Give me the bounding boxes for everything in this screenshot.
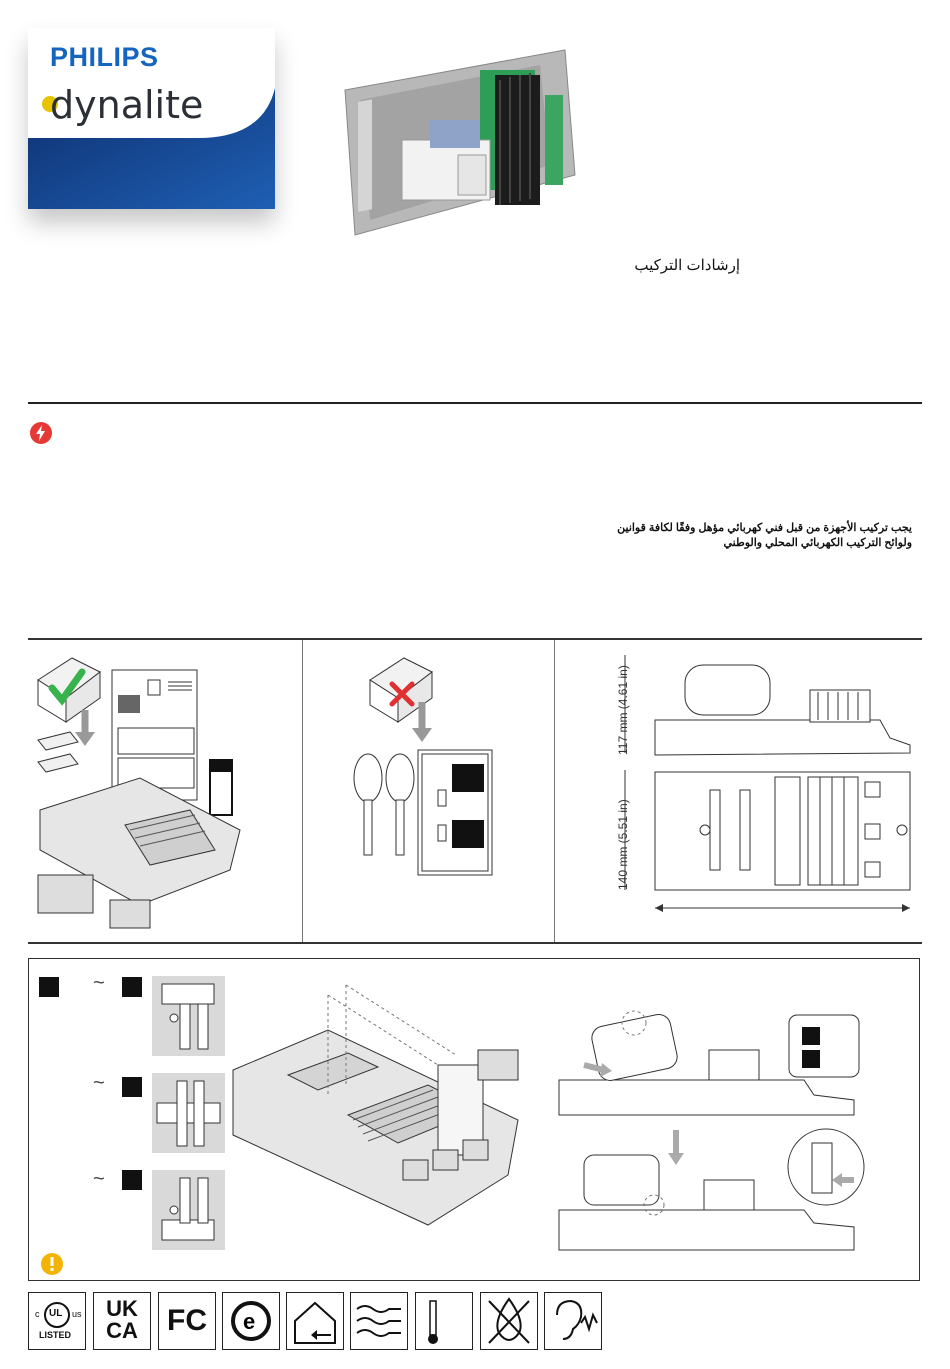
product-photo xyxy=(340,45,590,240)
ukca-mark xyxy=(93,1292,151,1350)
cover-mounting-illustration xyxy=(554,1005,866,1255)
ul-us: us xyxy=(72,1309,82,1319)
warning-line-2: ولوائح التركيب الكهربائي المحلي والوطني xyxy=(723,537,912,549)
temperature-mark xyxy=(415,1292,473,1350)
ce-compliance-mark xyxy=(222,1292,280,1350)
tilde-icon: ~ xyxy=(93,1168,105,1190)
step-marker xyxy=(122,977,142,997)
divider-lower xyxy=(28,942,922,944)
tools-illustration xyxy=(340,650,540,880)
ul-listed-text: LISTED xyxy=(39,1330,72,1340)
ul-mark-text: UL xyxy=(49,1308,63,1319)
jumper-detail-3 xyxy=(152,1170,225,1250)
step-marker xyxy=(122,1077,142,1097)
warning-line-1: يجب تركيب الأجهزة من قبل فني كهربائي مؤهل وفقًا لكافة قوانين xyxy=(617,522,912,534)
panel-divider xyxy=(302,640,303,942)
divider-middle xyxy=(28,638,922,640)
document-title: إرشادات التركيب xyxy=(634,257,740,274)
ear-sound-icon xyxy=(545,1293,601,1349)
step-marker xyxy=(122,1170,142,1190)
fcc-mark xyxy=(158,1292,216,1350)
installer-warning xyxy=(560,521,912,551)
ul-c: c xyxy=(35,1309,40,1319)
jumper-detail-1 xyxy=(152,976,225,1056)
product-name: dynalite xyxy=(50,83,204,127)
box-contents-illustration xyxy=(30,650,300,940)
ul-listed-mark xyxy=(28,1292,86,1350)
notice-icon xyxy=(40,1252,64,1276)
jumper-detail-2 xyxy=(152,1073,225,1153)
module-assembly-illustration xyxy=(228,975,538,1235)
logo-card xyxy=(28,28,275,209)
thermometer-icon xyxy=(416,1293,472,1349)
no-water-drop-icon xyxy=(481,1293,537,1349)
house-icon xyxy=(287,1293,343,1349)
recycle-e-icon xyxy=(223,1293,279,1349)
step-marker xyxy=(39,977,59,997)
tilde-icon: ~ xyxy=(93,1072,105,1094)
airflow-icon xyxy=(351,1293,407,1349)
airflow-mark xyxy=(350,1292,408,1350)
height-dimension-label: 117 mm (4.61 in) xyxy=(616,665,630,755)
width-dimension-label: 140 mm (5.51 in) xyxy=(616,799,630,890)
ukca-line-1: UK xyxy=(106,1296,138,1321)
panel-divider xyxy=(554,640,555,942)
fcc-text: FC xyxy=(167,1304,207,1337)
ul-icon xyxy=(29,1293,85,1349)
no-water-mark xyxy=(480,1292,538,1350)
svg-text:e: e xyxy=(243,1309,256,1334)
brand-name: PHILIPS xyxy=(50,42,159,72)
divider-top xyxy=(28,402,922,404)
tilde-icon: ~ xyxy=(93,972,105,994)
dimension-drawing xyxy=(600,650,915,920)
indoor-use-mark xyxy=(286,1292,344,1350)
electrical-warning-icon xyxy=(29,421,53,445)
ukca-line-2: CA xyxy=(106,1318,138,1343)
noise-mark xyxy=(544,1292,602,1350)
